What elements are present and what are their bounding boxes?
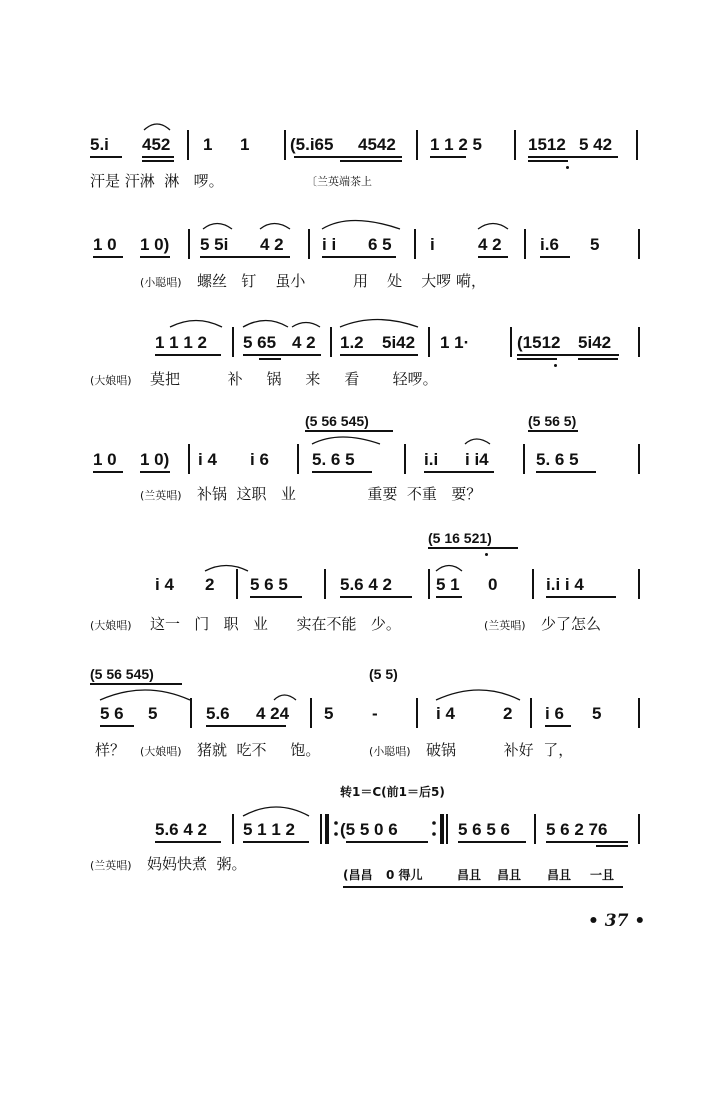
stage-direction: 〔兰英端茶上 xyxy=(306,175,372,188)
percussion: 昌且 xyxy=(547,868,572,882)
note-group: 5 42 xyxy=(579,135,613,154)
note-group: 4 24 xyxy=(256,704,290,723)
percussion: 昌且 xyxy=(497,868,522,882)
ornament-notes: (5 16 521) xyxy=(428,530,492,546)
singer-label: (大娘唱) xyxy=(140,745,182,758)
note-group: 1 0) xyxy=(140,450,170,469)
note-group: 5 xyxy=(324,704,334,723)
lyrics-line: 样？ xyxy=(95,741,126,759)
percussion: 一且 xyxy=(590,868,615,882)
note-group: 4 2 xyxy=(260,235,284,254)
note-group: 1 0) xyxy=(140,235,170,254)
note-group: i 4 xyxy=(198,450,217,469)
note-group: 5.6 4 2 xyxy=(155,820,207,839)
note-group: 0 xyxy=(488,575,498,594)
note-group: 4 2 xyxy=(478,235,502,254)
note-group: i.i i 4 xyxy=(546,575,584,594)
singer-label: (兰英唱) xyxy=(90,859,132,872)
key-change-marking: 转1＝C(前1＝后5) xyxy=(340,785,445,799)
note-group: 452 xyxy=(142,135,171,154)
note-group: (5 5 0 6 xyxy=(340,820,398,839)
lyrics-line: 破锅 补好 了， xyxy=(426,741,574,759)
ornament-notes: (5 56 5) xyxy=(528,413,577,429)
note-group: 5.6 xyxy=(206,704,230,723)
note-group: 1.2 xyxy=(340,333,364,352)
note-group: 2 xyxy=(503,704,513,723)
note-group: 5. 6 5 xyxy=(536,450,579,469)
lyrics-line: 这一 门 职 业 实在不能 少。 xyxy=(150,615,401,633)
note-group: 5 xyxy=(148,704,158,723)
note-group: i i xyxy=(322,235,337,254)
note-group: 1 0 xyxy=(93,450,117,469)
note-group: i 6 xyxy=(250,450,269,469)
note-group: 5 6 5 xyxy=(250,575,288,594)
lyrics-line: 猪就 吃不 饱。 xyxy=(197,741,321,759)
lyrics-line: 少了怎么 xyxy=(541,615,602,633)
note-group: 5 1 1 2 xyxy=(243,820,295,839)
singer-label: (小聪唱) xyxy=(140,276,182,289)
note-group: i 4 xyxy=(155,575,174,594)
note-group: i i4 xyxy=(465,450,489,469)
note-group: 5 1 xyxy=(436,575,460,594)
note-group: 1512 xyxy=(528,135,566,154)
lyrics-line: 妈妈快煮 粥。 xyxy=(147,855,247,873)
ornament-notes: (5 56 545) xyxy=(90,666,154,682)
note-group: 5i42 xyxy=(578,333,612,352)
singer-label: (大娘唱) xyxy=(90,374,132,387)
note-group: 5 6 2 76 xyxy=(546,820,608,839)
note-group: (1512 xyxy=(517,333,561,352)
note-group: 2 xyxy=(205,575,215,594)
lyrics-line: 补锅 这职 业 重要 不重 要？ xyxy=(197,485,482,503)
singer-label: (大娘唱) xyxy=(90,619,132,632)
singer-label: (小聪唱) xyxy=(369,745,411,758)
note-group: 5.i xyxy=(90,135,109,154)
lyrics-line: 汗是 汗淋 淋 啰。 xyxy=(90,172,224,190)
note-group: 5i42 xyxy=(382,333,416,352)
lyrics-line: 莫把 补 锅 来 看 轻啰。 xyxy=(150,370,438,388)
note-group: 5 xyxy=(592,704,602,723)
singer-label: (兰英唱) xyxy=(484,619,526,632)
note-group: 1 1· xyxy=(440,333,470,352)
percussion: 昌且 xyxy=(457,868,482,882)
note-group: 4 2 xyxy=(292,333,316,352)
singer-label: (兰英唱) xyxy=(140,489,182,502)
note-group: 5. 6 5 xyxy=(312,450,355,469)
note-group: i xyxy=(430,235,435,254)
note-group: 5 6 5 6 xyxy=(458,820,510,839)
note-group: 5 6 xyxy=(100,704,124,723)
ornament-notes: (5 56 545) xyxy=(305,413,369,429)
note-group: 1 1 1 2 xyxy=(155,333,207,352)
note-group: 1 xyxy=(203,135,213,154)
note-group: i.i xyxy=(424,450,439,469)
note-group: 1 xyxy=(240,135,250,154)
note-group: 4542 xyxy=(358,135,396,154)
lyrics-line: 螺丝 钉 虽小 用 处 大啰 嗬， xyxy=(197,272,486,290)
note-group: 5 65 xyxy=(243,333,277,352)
note-group: i 6 xyxy=(545,704,564,723)
ornament-notes: (5 5) xyxy=(369,666,398,682)
percussion: 0 得儿 xyxy=(386,868,423,882)
page-number: • 37 • xyxy=(588,911,646,931)
note-group: 1 1 2 5 xyxy=(430,135,482,154)
note-group: - xyxy=(372,704,378,723)
note-group: 6 5 xyxy=(368,235,392,254)
note-group: 5.6 4 2 xyxy=(340,575,392,594)
percussion: (昌昌 xyxy=(343,868,373,882)
note-group: 5 xyxy=(590,235,600,254)
note-group: 5 5i xyxy=(200,235,229,254)
note-group: i.6 xyxy=(540,235,559,254)
note-group: (5.i65 xyxy=(290,135,334,154)
note-group: 1 0 xyxy=(93,235,117,254)
note-group: i 4 xyxy=(436,704,455,723)
